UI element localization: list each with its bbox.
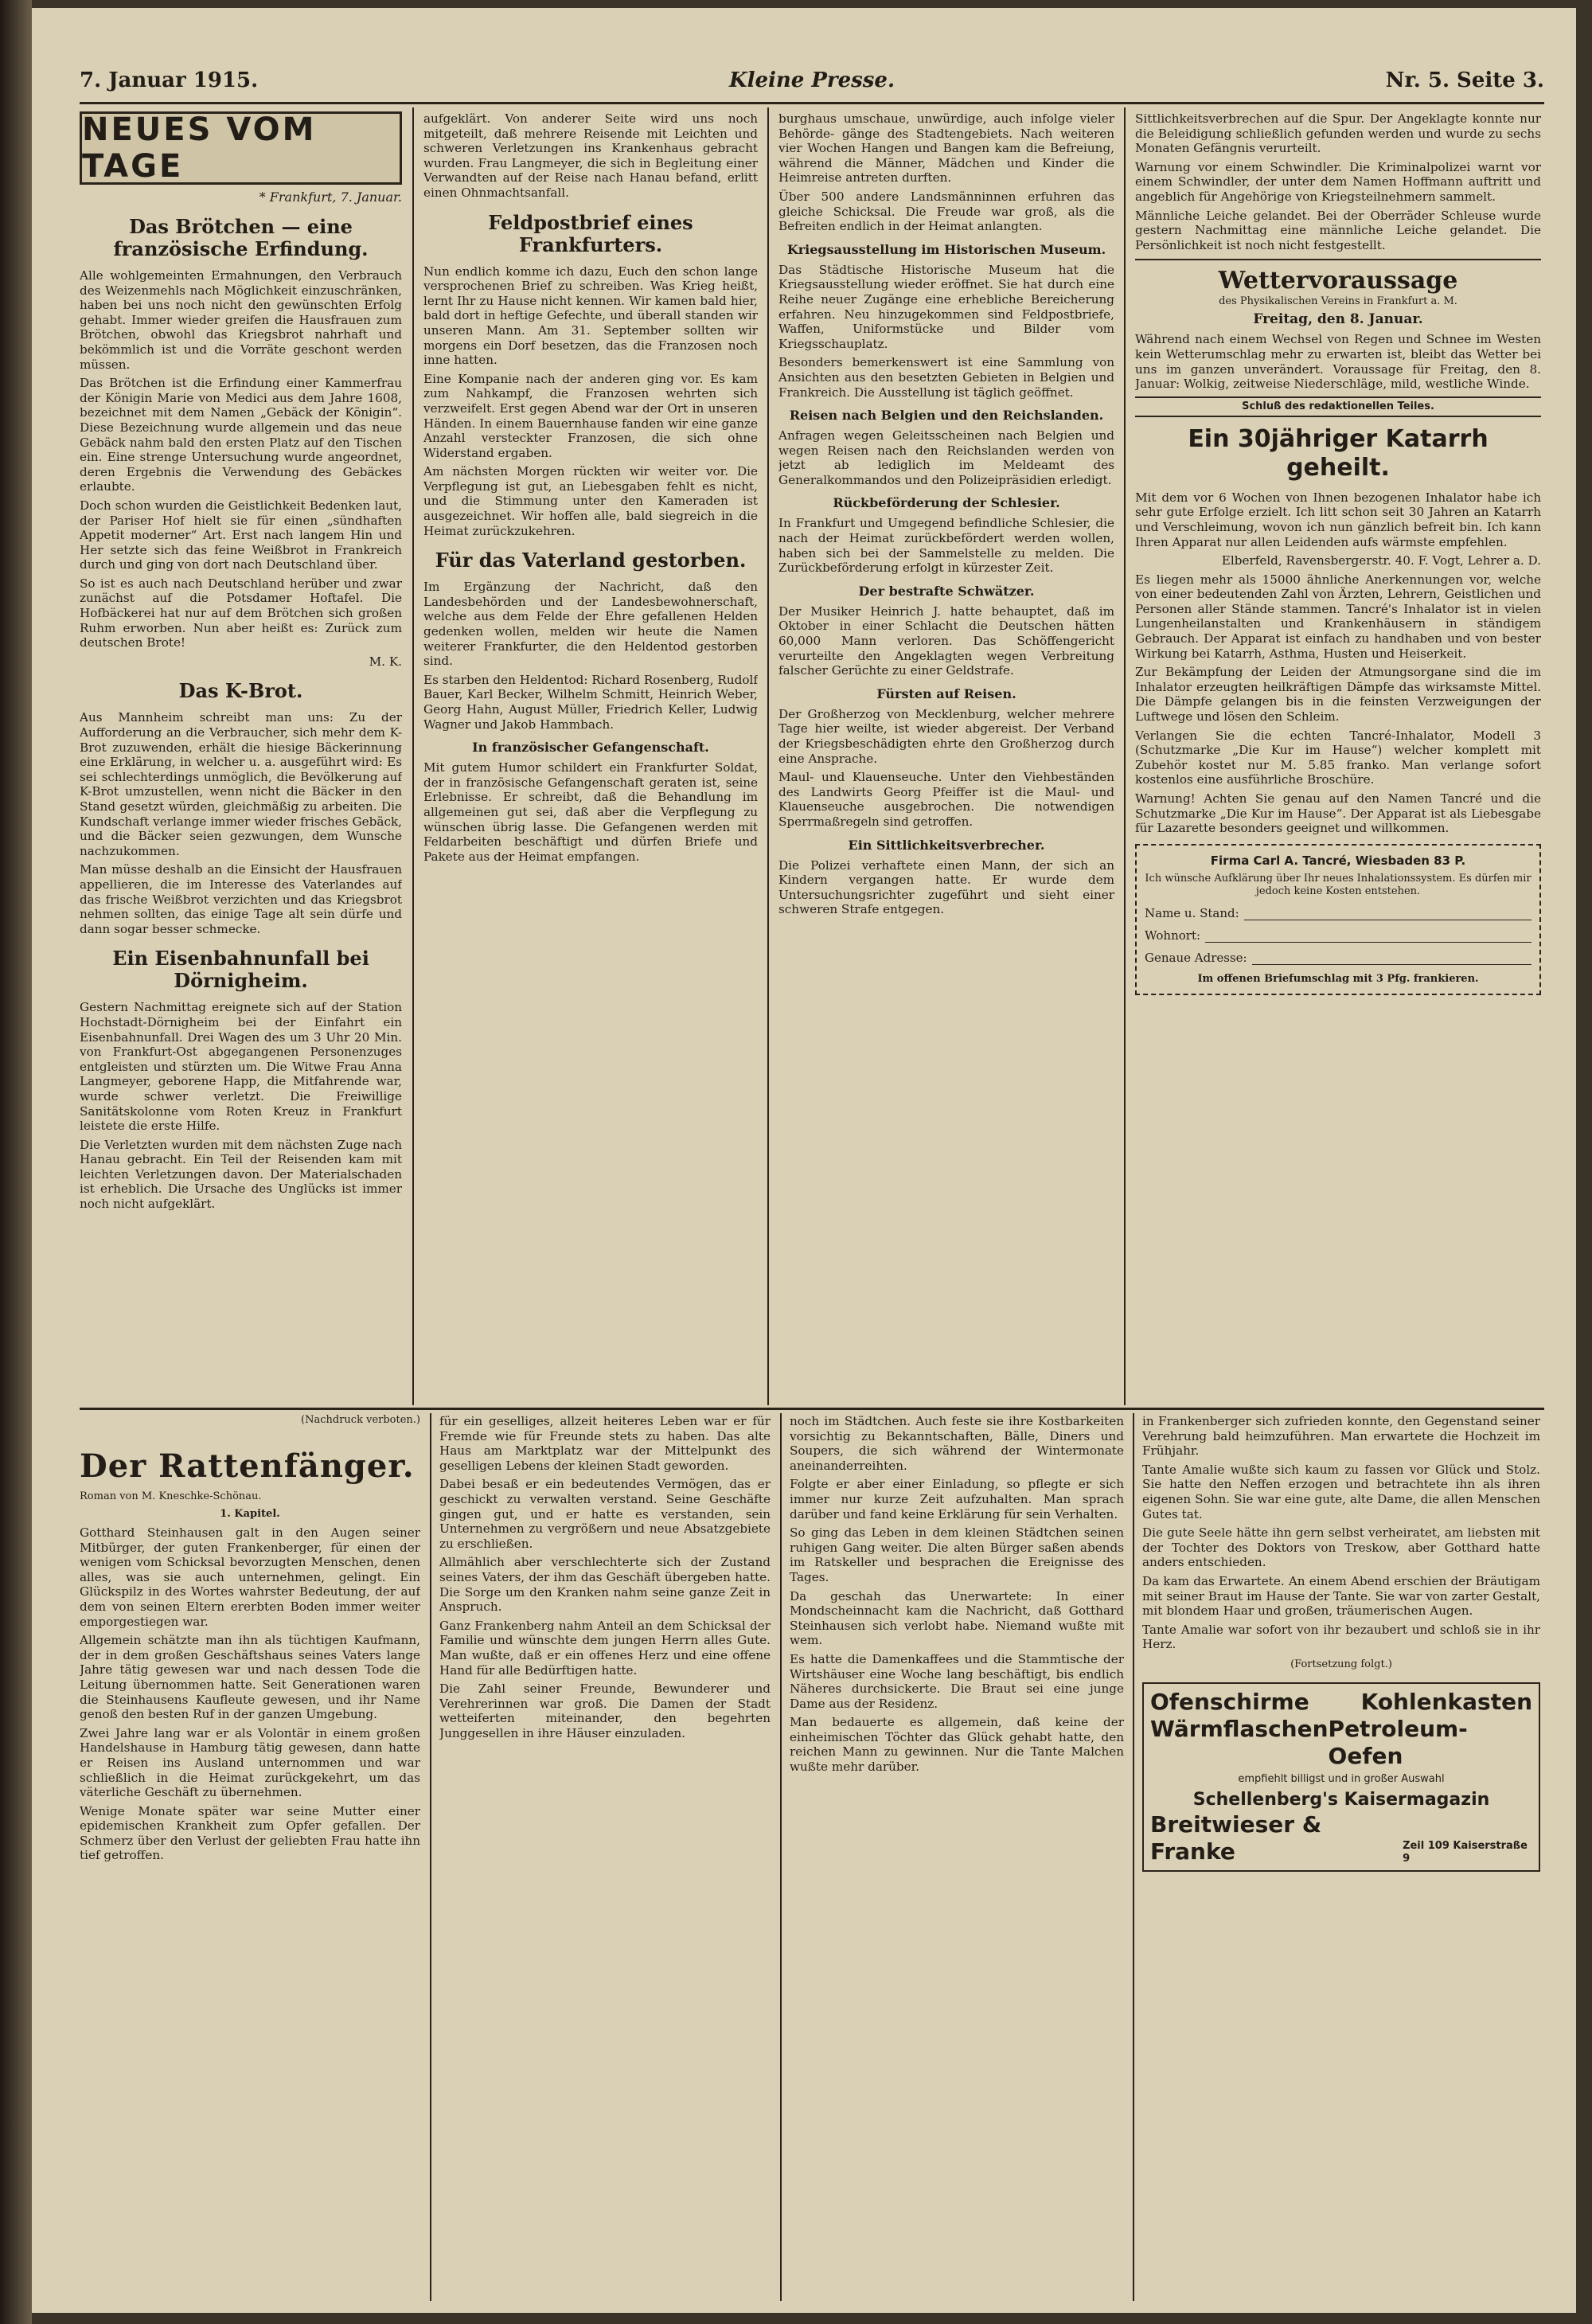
column-rule — [767, 107, 769, 1405]
ad-paragraph: Es liegen mehr als 15000 ähnliche Anerkennungen vor, welche von einer bedeutenden Zahl von Ärzten, Lehrern, Geistlichen und Personen aller Stände stammen. Tancré's Inhalator ist in vielen Lungenheilanstalten und Krankenhäusern in ständigem Gebrauch. Der Apparat ist einfach zu handhaben und von bester Wirkung bei Katarrh, Asthma, Husten und Heiserkeit. — [1135, 572, 1541, 661]
newspaper-page — [32, 8, 1576, 2313]
serial-paragraph: Die Zahl seiner Freunde, Bewunderer und Verehrerinnen war groß. Die Damen der Stadt wetteiferten miteinander, den begehrten Junggesellen in ihre Häuser einzuladen. — [439, 1681, 771, 1740]
ad-testimonial-signature: Elberfeld, Ravensbergerstr. 40. F. Vogt, Lehrer a. D. — [1221, 553, 1541, 568]
serial-paragraph: So ging das Leben in dem kleinen Städtchen seinen ruhigen Gang weiter. Die alten Bürger saßen abends im Ratskeller und besprachen die Ereignisse des Tages. — [790, 1525, 1124, 1584]
serial-paragraph: Dabei besaß er ein bedeutendes Vermögen, das er geschickt zu verwalten verstand. Seine Geschäfte gingen gut, und er hatte es verstanden, sein Unternehmen zu vergrößern und neue Absatzgebiete zu erschließen. — [439, 1477, 771, 1551]
serial-paragraph: in Frankenberger sich zufrieden konnte, den Gegenstand seiner Verehrung bald heimzuführen. Man erwartete die Hochzeit im Frühjahr. — [1142, 1414, 1540, 1459]
casualty-list: Es starben den Heldentod: Richard Rosenberg, Rudolf Bauer, Karl Becker, Wilhelm Schmitt, Heinrich Weber, Georg Hahn, August Müller, Friedrich Keller, Ludwig Wagner und Jakob Hammbach. — [423, 672, 758, 732]
column-rule — [430, 1413, 431, 2301]
article-heading: Feldpostbrief eines Frankfurters. — [488, 210, 693, 256]
ad-company-name: Breitwieser & Franke — [1150, 1810, 1322, 1865]
ad-item: Ofenschirme — [1150, 1688, 1309, 1715]
serial-column-4 — [1142, 1414, 1540, 2302]
article-subheading: Ein Sittlichkeitsverbrecher. — [848, 837, 1045, 853]
serial-paragraph: Allmählich aber verschlechterte sich der Zustand seines Vaters, der ihm das Geschäft übergeben hatte. Die Sorge um den Kranken nahm seine ganze Zeit in Anspruch. — [439, 1555, 771, 1615]
serial-author: Roman von M. Kneschke-Schönau. — [80, 1490, 262, 1502]
serial-column-3 — [790, 1414, 1124, 2302]
ad-paragraph: Warnung! Achten Sie genau auf den Namen Tancré und die Schutzmarke „Die Kur im Hause“. Der Apparat ist als Liebesgabe für Lazarette besonders geeignet und willkommen. — [1135, 791, 1541, 836]
article-paragraph: Der Großherzog von Mecklenburg, welcher mehrere Tage hier weilte, ist wieder abgereist. Der Verband der Kriegsbeschädigten ehrte den Großherzog durch eine Ansprache. — [778, 706, 1114, 766]
header-issue: Nr. 5. Seite 3. — [1385, 68, 1544, 92]
serial-paragraph: Die gute Seele hätte ihn gern selbst verheiratet, am liebsten mit der Tochter des Doktors von Treskow, aber Gotthard hatte anders entschieden. — [1142, 1525, 1540, 1570]
article-subheading: Der bestrafte Schwätzer. — [858, 583, 1035, 599]
serial-paragraph: Man bedauerte es allgemein, daß keine der einheimischen Töchter das Glück gehabt hatte, den reichen Mann zu gewinnen. Nur die Tante Malchen wußte mehr darüber. — [790, 1715, 1124, 1775]
coupon-header: Firma Carl A. Tancré, Wiesbaden 83 P. — [1210, 853, 1466, 868]
column-rule — [780, 1413, 782, 2301]
weather-text: Während nach einem Wechsel von Regen und Schnee im Westen kein Wetterumschlag mehr zu erwarten ist, bleibt das Wetter bei uns im ganzen unverändert. Voraussage für Freitag, den 8. Januar: Wolkig, zeitweise Niederschläge, mild, westliche Winde. — [1135, 332, 1541, 392]
article-paragraph: Warnung vor einem Schwindler. Die Kriminalpolizei warnt vor einem Schwindler, der unter dem Namen Hoffmann auftritt und angeblich für Angehörige von Kriegsteilnehmern sammelt. — [1135, 159, 1541, 204]
coupon-text: Ich wünsche Aufklärung über Ihr neues Inhalationssystem. Es dürfen mir jedoch keine Kosten entstehen. — [1145, 872, 1532, 897]
coupon-city-field[interactable]: Wohnort: — [1145, 928, 1532, 943]
article-paragraph: Maul- und Klauenseuche. Unter den Viehbeständen des Landwirts Georg Pfeiffer ist die Maul- und Klauenseuche ausgebrochen. Die notwendigen Sperrmaßregeln sind getroffen. — [778, 770, 1114, 829]
hardware-store-ad — [1142, 1682, 1540, 1872]
header-paper-name: Kleine Presse. — [728, 68, 896, 92]
article-paragraph: Anfragen wegen Geleitsscheinen nach Belgien und wegen Reisen nach den Reichslanden werden von jetzt ab lediglich im Meldeamt des Generalkommandos und den Polizeipräsidien erledigt. — [778, 428, 1114, 487]
article-heading: Ein Eisenbahnunfall bei Dörnigheim. — [112, 947, 369, 993]
article-paragraph: Nun endlich komme ich dazu, Euch den schon lange versprochenen Brief zu schreiben. Was Krieg heißt, lernt Ihr zu Hause nicht kennen. Wir kamen bald hier, bald dort in heftige Gefechte, und überall standen wir unseren Mann. Am 31. September sollten wir morgens ein Dorf besetzen, das die Franzosen noch inne hatten. — [423, 264, 758, 368]
serial-paragraph: Folgte er aber einer Einladung, so pflegte er sich immer nur kurze Zeit aufzuhalten. Man sprach darüber und fand keine Erklärung für sein Verhalten. — [790, 1477, 1124, 1521]
serial-paragraph: für ein geselliges, allzeit heiteres Leben war er für Fremde wie für Freunde stets zu haben. Das alte Haus am Marktplatz war der Mittelpunkt des geselligen Lebens der kleinen Stadt geworden. — [439, 1414, 771, 1473]
article-paragraph: Doch schon wurden die Geistlichkeit Bedenken laut, der Pariser Hof hielt sie für einen „sündhaften Appetit moderner“ Art. Erst nach langem Hin und Her setzte sich das feine Weißbrot in Frankreich durch und ging von dort nach Deutschland über. — [80, 498, 402, 572]
column-3 — [778, 111, 1114, 1401]
weather-day: Freitag, den 8. Januar. — [1253, 311, 1423, 328]
serial-paragraph: Zwei Jahre lang war er als Volontär in einem großen Handelshause in Hamburg tätig gewesen, dann hatte er Reisen ins Ausland unternommen und war schließlich in die Heimat zurückgekehrt, um das väterliche Geschäft zu übernehmen. — [80, 1725, 420, 1800]
serial-paragraph: Es hatte die Damenkaffees und die Stammtische der Wirtshäuser eine Woche lang beschäftigt, bis endlich Näheres durchsickerte. Die Braut sei eine junge Dame aus der Residenz. — [790, 1651, 1124, 1711]
article-paragraph: Aus Mannheim schreibt man uns: Zu der Aufforderung an die Verbraucher, sich mehr dem K-Brot zuzuwenden, erhält die hiesige Bäckerinnung eine Erklärung, in welcher u. a. ausgeführt wird: Es sei schlechterdings unmöglich, die Bevölkerung auf K-Brot umzustellen, wenn nicht die Bäcker in den Stand gesetzt würden, gleichmäßig zu arbeiten. Die Kundschaft verlange immer wieder frisches Gebäck, und die Bäcker seien gezwungen, dem Wunsche nachzukommen. — [80, 710, 402, 858]
divider — [1135, 259, 1541, 260]
column-rule — [412, 107, 414, 1405]
article-paragraph: Männliche Leiche gelandet. Bei der Oberräder Schleuse wurde gestern Nachmittag eine männliche Leiche gelandet. Die Persönlichkeit ist noch nicht festgestellt. — [1135, 208, 1541, 252]
serial-paragraph: Da kam das Erwartete. An einem Abend erschien der Bräutigam mit seiner Braut im Hause der Tante. Sie war von zarter Gestalt, mit blondem Haar und großen, träumerischen Augen. — [1142, 1573, 1540, 1619]
article-paragraph: Sittlichkeitsverbrechen auf die Spur. Der Angeklagte konnte nur die Beleidigung schließlich gefunden werden und wurde zu sechs Monaten Gefängnis verurteilt. — [1135, 111, 1541, 156]
serial-paragraph: Allgemein schätzte man ihn als tüchtigen Kaufmann, der in dem großen Geschäftshaus seines Vaters lange Jahre tätig gewesen war und nach dessen Tode die Leitung übernommen hatte. Seit Generationen waren die Steinhausens Kaufleute gewesen, und ihr Name genoß den besten Ruf in der ganzen Umgebung. — [80, 1633, 420, 1722]
chapter-heading: 1. Kapitel. — [220, 1508, 280, 1520]
article-heading: Das K-Brot. — [178, 679, 303, 703]
ad-item: Petroleum-Oefen — [1328, 1715, 1468, 1769]
article-paragraph: Man müsse deshalb an die Einsicht der Hausfrauen appellieren, die im Interesse des Vaterlandes auf das frische Weißbrot verzichten und das Kriegsbrot nehmen sollten, das einige Tage alt sein dürfe und dann sogar besser schmecke. — [80, 862, 402, 936]
article-paragraph: Eine Kompanie nach der anderen ging vor. Es kam zum Nahkampf, die Franzosen wehrten sich verzweifelt. Erst gegen Abend war der Ort in unseren Händen. In einem Bauernhause fanden wir eine ganze Anzahl versteckter Franzosen, die sich ohne Widerstand ergaben. — [423, 371, 758, 460]
continuation-notice: (Fortsetzung folgt.) — [1290, 1658, 1392, 1670]
article-paragraph: Über 500 andere Landsmänninnen erfuhren das gleiche Schicksal. Die Freude war groß, als die Befreiten endlich in der Heimat anlangten. — [778, 189, 1114, 234]
article-paragraph: burghaus umschaue, unwürdige, auch infolge vieler Behörde- gänge des Stadtengebiets. Nach weiteren vier Wochen Hangen und Bangen kam die Befreiung, während die Männer, Mädchen und Kinder die Heimreise antreten durften. — [778, 111, 1114, 186]
article-paragraph: Gestern Nachmittag ereignete sich auf der Station Hochstadt-Dörnigheim bei der Einfahrt ein Eisenbahnunfall. Drei Wagen des um 3 Uhr 20 Min. von Frankfurt-Ost abgegangenen Personenzuges entgleisten und stürzten um. Die Witwe Frau Anna Langmeyer, geborene Happ, die Mitfahrende war, wurde schwer verletzt. Die Freiwillige Sanitätskolonne vom Roten Kreuz in Frankfurt leistete die erste Hilfe. — [80, 1000, 402, 1134]
serial-paragraph: Wenige Monate später war seine Mutter einer epidemischen Krankheit zum Opfer gefallen. Der Schmerz über den Verlust der geliebten Frau hatte ihn tief getroffen. — [80, 1803, 420, 1863]
end-editorial-notice: Schluß des redaktionellen Teiles. — [1135, 396, 1541, 417]
ad-paragraph: Verlangen Sie die echten Tancré-Inhalator, Modell 3 (Schutzmarke „Die Kur im Hause“) welcher komplett mit Zubehör kostet nur M. 5.85 franko. Man verlange sofort kostenlos eine ausführliche Broschüre. — [1135, 728, 1541, 787]
coupon-address-field[interactable]: Genaue Adresse: — [1145, 951, 1532, 965]
serial-column-2 — [439, 1414, 771, 2302]
article-subheading: Kriegsausstellung im Historischen Museum. — [786, 241, 1106, 257]
article-heading: Für das Vaterland gestorben. — [435, 549, 747, 572]
article-subheading: Fürsten auf Reisen. — [876, 685, 1016, 701]
ad-coupon — [1135, 844, 1541, 995]
column-rule — [1124, 107, 1126, 1405]
neues-vom-tage-masthead: NEUES VOM TAGE — [80, 111, 402, 185]
column-1 — [80, 111, 402, 1401]
serial-paragraph: Tante Amalie war sofort von ihr bezaubert und schloß sie in ihr Herz. — [1142, 1622, 1540, 1652]
article-paragraph: Das Städtische Historische Museum hat die Kriegsausstellung wieder eröffnet. Sie hat durch eine Reihe neuer Zugänge eine erhebliche Bereicherung erfahren. Neu hinzugekommen sind Feldpostbriefe, Waffen, Uniformstücke und Bilder vom Kriegsschauplatz. — [778, 262, 1114, 351]
ad-store-name: Schellenberg's Kaisermagazin — [1192, 1789, 1490, 1810]
serial-paragraph: Da geschah das Unerwartete: In einer Mondscheinnacht kam die Nachricht, daß Gotthard Steinhausen sich verlobt habe. Niemand wußte mit wem. — [790, 1588, 1124, 1648]
header-rule — [80, 102, 1544, 104]
reprint-notice: (Nachdruck verboten.) — [301, 1414, 420, 1426]
ad-headline: Ein 30jähriger Katarrh geheilt. — [1188, 424, 1489, 482]
serial-title: Der Rattenfänger. — [80, 1447, 415, 1485]
article-paragraph: Die Verletzten wurden mit dem nächsten Zuge nach Hanau gebracht. Ein Teil der Reisenden kam mit leichten Verletzungen davon. Der Materialschaden ist erheblich. Die Ursache des Unglücks ist immer noch nicht aufgeklärt. — [80, 1137, 402, 1212]
column-4 — [1135, 111, 1541, 1401]
serial-paragraph: Ganz Frankenberg nahm Anteil an dem Schicksal der Familie und wünschte dem jungen Herrn alles Gute. Man wußte, daß er ein offenes Herz und eine offene Hand für alle Bedürftigen hatte. — [439, 1618, 771, 1678]
weather-title: Wettervoraussage — [1218, 267, 1458, 295]
column-rule — [1133, 1413, 1134, 2301]
article-paragraph: Alle wohlgemeinten Ermahnungen, den Verbrauch des Weizenmehls nach Möglichkeit einzuschränken, haben bei uns noch nicht den gewünschten Erfolg gehabt. Immer wieder greifen die Hausfrauen zum Brötchen, obwohl das Kriegsbrot nahrhaft und bekömmlich ist und die Vorräte geschont werden müssen. — [80, 268, 402, 372]
article-paragraph: Die Polizei verhaftete einen Mann, der sich an Kindern vergangen hatte. Er wurde dem Untersuchungsrichter zugeführt und sieht einer schweren Strafe entgegen. — [778, 857, 1114, 917]
header-date: 7. Januar 1915. — [80, 68, 259, 92]
section-rule — [80, 1408, 1544, 1410]
article-heading: Das Brötchen — eine französische Erfindung. — [113, 215, 369, 260]
article-paragraph: So ist es auch nach Deutschland herüber und zwar zunächst auf die Potsdamer Hoftafel. Die Hofbäckerei hat nur auf dem Brötchen sich großen Ruhm erworben. Nun aber heißt es: Zurück zum deutschen Brote! — [80, 576, 402, 650]
serial-column-1 — [80, 1414, 420, 2302]
book-spine — [0, 0, 32, 2324]
ad-paragraph: Zur Bekämpfung der Leiden der Atmungsorgane sind die im Inhalator erzeugten heilkräftigen Dämpfe das wirksamste Mittel. Die Dämpfe gelangen bis in die feinsten Verzweigungen der Luftwege und lösen den Schleim. — [1135, 665, 1541, 725]
ad-item: Kohlenkasten — [1360, 1688, 1532, 1715]
serial-paragraph: Tante Amalie wußte sich kaum zu fassen vor Glück und Stolz. Sie hatte den Neffen erzogen und betrachtete ihn als ihren eigenen Sohn. Sie war eine gute, alte Dame, die allen Menschen Gutes tat. — [1142, 1462, 1540, 1521]
article-paragraph: Der Musiker Heinrich J. hatte behauptet, daß im Oktober in einer Schlacht die Deutschen hätten 60,000 Mann verloren. Das Schöffengericht verurteilte den Angeklagten wegen Verbreitung falscher Gerüchte zu einer Geldstrafe. — [778, 603, 1114, 678]
ad-tagline: empfiehlt billigst und in großer Auswahl — [1238, 1772, 1445, 1785]
article-signature: M. K. — [369, 654, 402, 669]
weather-subtitle: des Physikalischen Vereins in Frankfurt a. M. — [1219, 295, 1457, 308]
article-subheading: In französischer Gefangenschaft. — [472, 740, 709, 756]
ad-item: Wärmflaschen — [1150, 1715, 1329, 1742]
article-paragraph: Das Brötchen ist die Erfindung einer Kammerfrau der Königin Marie von Medici aus dem Jahre 1608, bezeichnet mit dem Namen „Gebäck der Königin“. Diese Bezeichnung wurde allgemein und das neue Gebäck nahm bald den ersten Platz auf den Tischen ein. Eine strenge Untersuchung wurde angeordnet, deren Ergebnis die Verwendung des Gebäckes erlaubte. — [80, 376, 402, 494]
article-subheading: Reisen nach Belgien und den Reichslanden. — [789, 408, 1104, 424]
serial-paragraph: noch im Städtchen. Auch feste sie ihre Kostbarkeiten vorsichtig zu Bekanntschaften, Bälle, Diners und Soupers, die sich während der Wintermonate aneinanderreihten. — [790, 1414, 1124, 1473]
coupon-name-field[interactable]: Name u. Stand: — [1145, 906, 1532, 920]
coupon-footer: Im offenen Briefumschlag mit 3 Pfg. frankieren. — [1197, 972, 1479, 985]
article-paragraph: Am nächsten Morgen rückten wir weiter vor. Die Verpflegung ist gut, an Liebesgaben fehlt es nicht, und die Stimmung unter den Kameraden ist ausgezeichnet. Wir hoffen alle, bald siegreich in die Heimat zurückzukehren. — [423, 464, 758, 538]
article-paragraph: aufgeklärt. Von anderer Seite wird uns noch mitgeteilt, daß mehrere Reisende mit Leichten und schweren Verletzungen ins Krankenhaus gebracht wurden. Frau Langmeyer, die sich in Begleitung einer Verwandten auf der Reise nach Hanau befand, erlitt einen Ohnmachtsanfall. — [423, 111, 758, 200]
page-header — [80, 64, 1544, 104]
column-2 — [423, 111, 758, 1401]
article-paragraph: Im Ergänzung der Nachricht, daß den Landesbehörden und der Landesbewohnerschaft, welche aus dem Felde der Ehre gefallenen Helden gedenken wollen, melden wir heute die Namen weiterer Frankfurter, die den Heldentod gestorben sind. — [423, 580, 758, 669]
article-paragraph: Besonders bemerkenswert ist eine Sammlung von Ansichten aus den besetzten Gebieten in Belgien und Frankreich. Die Ausstellung ist täglich geöffnet. — [778, 355, 1114, 400]
article-paragraph: In Frankfurt und Umgegend befindliche Schlesier, die nach der Heimat zurückbefördert werden wollen, haben sich bei der Sammelstelle zu melden. Die Zurückbeförderung erfolgt in kürzester Zeit. — [778, 516, 1114, 576]
article-subheading: Rückbeförderung der Schlesier. — [833, 495, 1060, 511]
ad-paragraph: Mit dem vor 6 Wochen von Ihnen bezogenen Inhalator habe ich sehr gute Erfolge erzielt. Ich litt schon seit 30 Jahren an Katarrh und Verschleimung, wovon ich nun gänzlich befreit bin. Ich kann Ihren Apparat nur allen Leidenden aufs wärmste empfehlen. — [1135, 490, 1541, 549]
serial-paragraph: Gotthard Steinhausen galt in den Augen seiner Mitbürger, der guten Frankenberger, für einen der wenigen vom Schicksal bevorzugten Menschen, denen alles, was sie auch unternehmen, gelingt. Ein Glückspilz in des Wortes wahrster Bedeutung, der auf dem von seinen Eltern ererbten Boden immer weiter emporgestiegen war. — [80, 1525, 420, 1629]
dateline: * Frankfurt, 7. Januar. — [259, 189, 402, 205]
article-paragraph: Mit gutem Humor schildert ein Frankfurter Soldat, der in französische Gefangenschaft geraten ist, seine Erlebnisse. Er schreibt, daß die Behandlung im allgemeinen gut sei, daß aber die Verpflegung zu wünschen übrig lasse. Die Gefangenen werden mit Feldarbeiten beschäftigt und dürfen Briefe und Pakete aus der Heimat empfangen. — [423, 760, 758, 864]
ad-address: Zeil 109 Kaiserstraße 9 — [1403, 1839, 1528, 1865]
